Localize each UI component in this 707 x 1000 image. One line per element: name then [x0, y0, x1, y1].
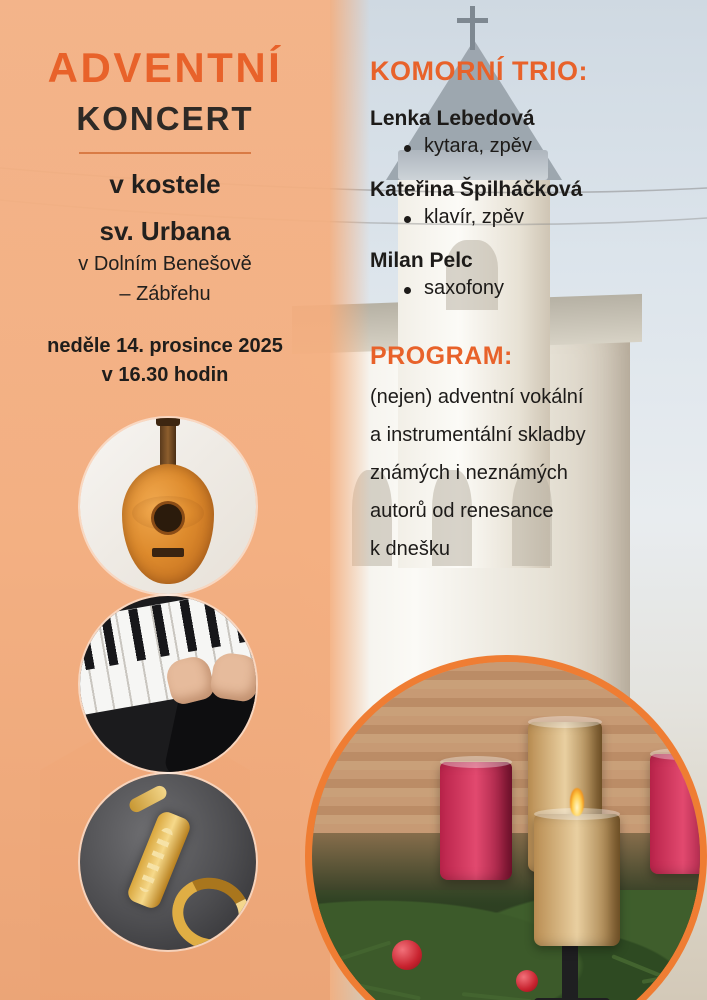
- saxophone-photo: [80, 774, 256, 950]
- christmas-ornament: [392, 940, 422, 970]
- program-line-4: autorů od renesance: [370, 500, 554, 522]
- advent-candles-photo: [305, 655, 707, 1000]
- right-text-column: [370, 56, 690, 561]
- program-line-1: (nejen) adventní vokální: [370, 386, 584, 408]
- event-time: v 16.30 hodin: [101, 364, 229, 387]
- headline-block: [0, 46, 330, 389]
- candle-flame-icon: [570, 788, 584, 816]
- venue-line-1: v kostele: [109, 169, 221, 200]
- performer-instrument-2: klavír, zpěv: [404, 206, 690, 229]
- venue-sub-line-1: v Dolním Benešově: [78, 253, 252, 276]
- performer-instrument-3: saxofony: [404, 277, 690, 300]
- page-title-koncert: KONCERT: [76, 100, 254, 138]
- program-line-3: známých i neznámých: [370, 462, 568, 484]
- event-date: neděle 14. prosince 2025: [47, 335, 283, 358]
- ensemble-heading: KOMORNÍ TRIO:: [370, 56, 588, 86]
- performer-name-3: Milan Pelc: [370, 249, 473, 272]
- guitar-photo: [80, 418, 256, 594]
- title-divider: [79, 152, 251, 154]
- venue-sub-line-2: – Zábřehu: [119, 283, 211, 306]
- program-heading: PROGRAM:: [370, 342, 513, 370]
- christmas-ornament: [516, 970, 538, 992]
- venue-line-2: sv. Urbana: [99, 215, 231, 246]
- program-line-2: a instrumentální skladby: [370, 424, 586, 446]
- piano-photo: [80, 596, 256, 772]
- performer-instrument-1: kytara, zpěv: [404, 135, 690, 158]
- program-line-5: k dnešku: [370, 538, 451, 560]
- performer-name-2: Kateřina Špilháčková: [370, 178, 583, 201]
- page-title-adventni: ADVENTNÍ: [47, 44, 283, 91]
- performer-name-1: Lenka Lebedová: [370, 107, 535, 130]
